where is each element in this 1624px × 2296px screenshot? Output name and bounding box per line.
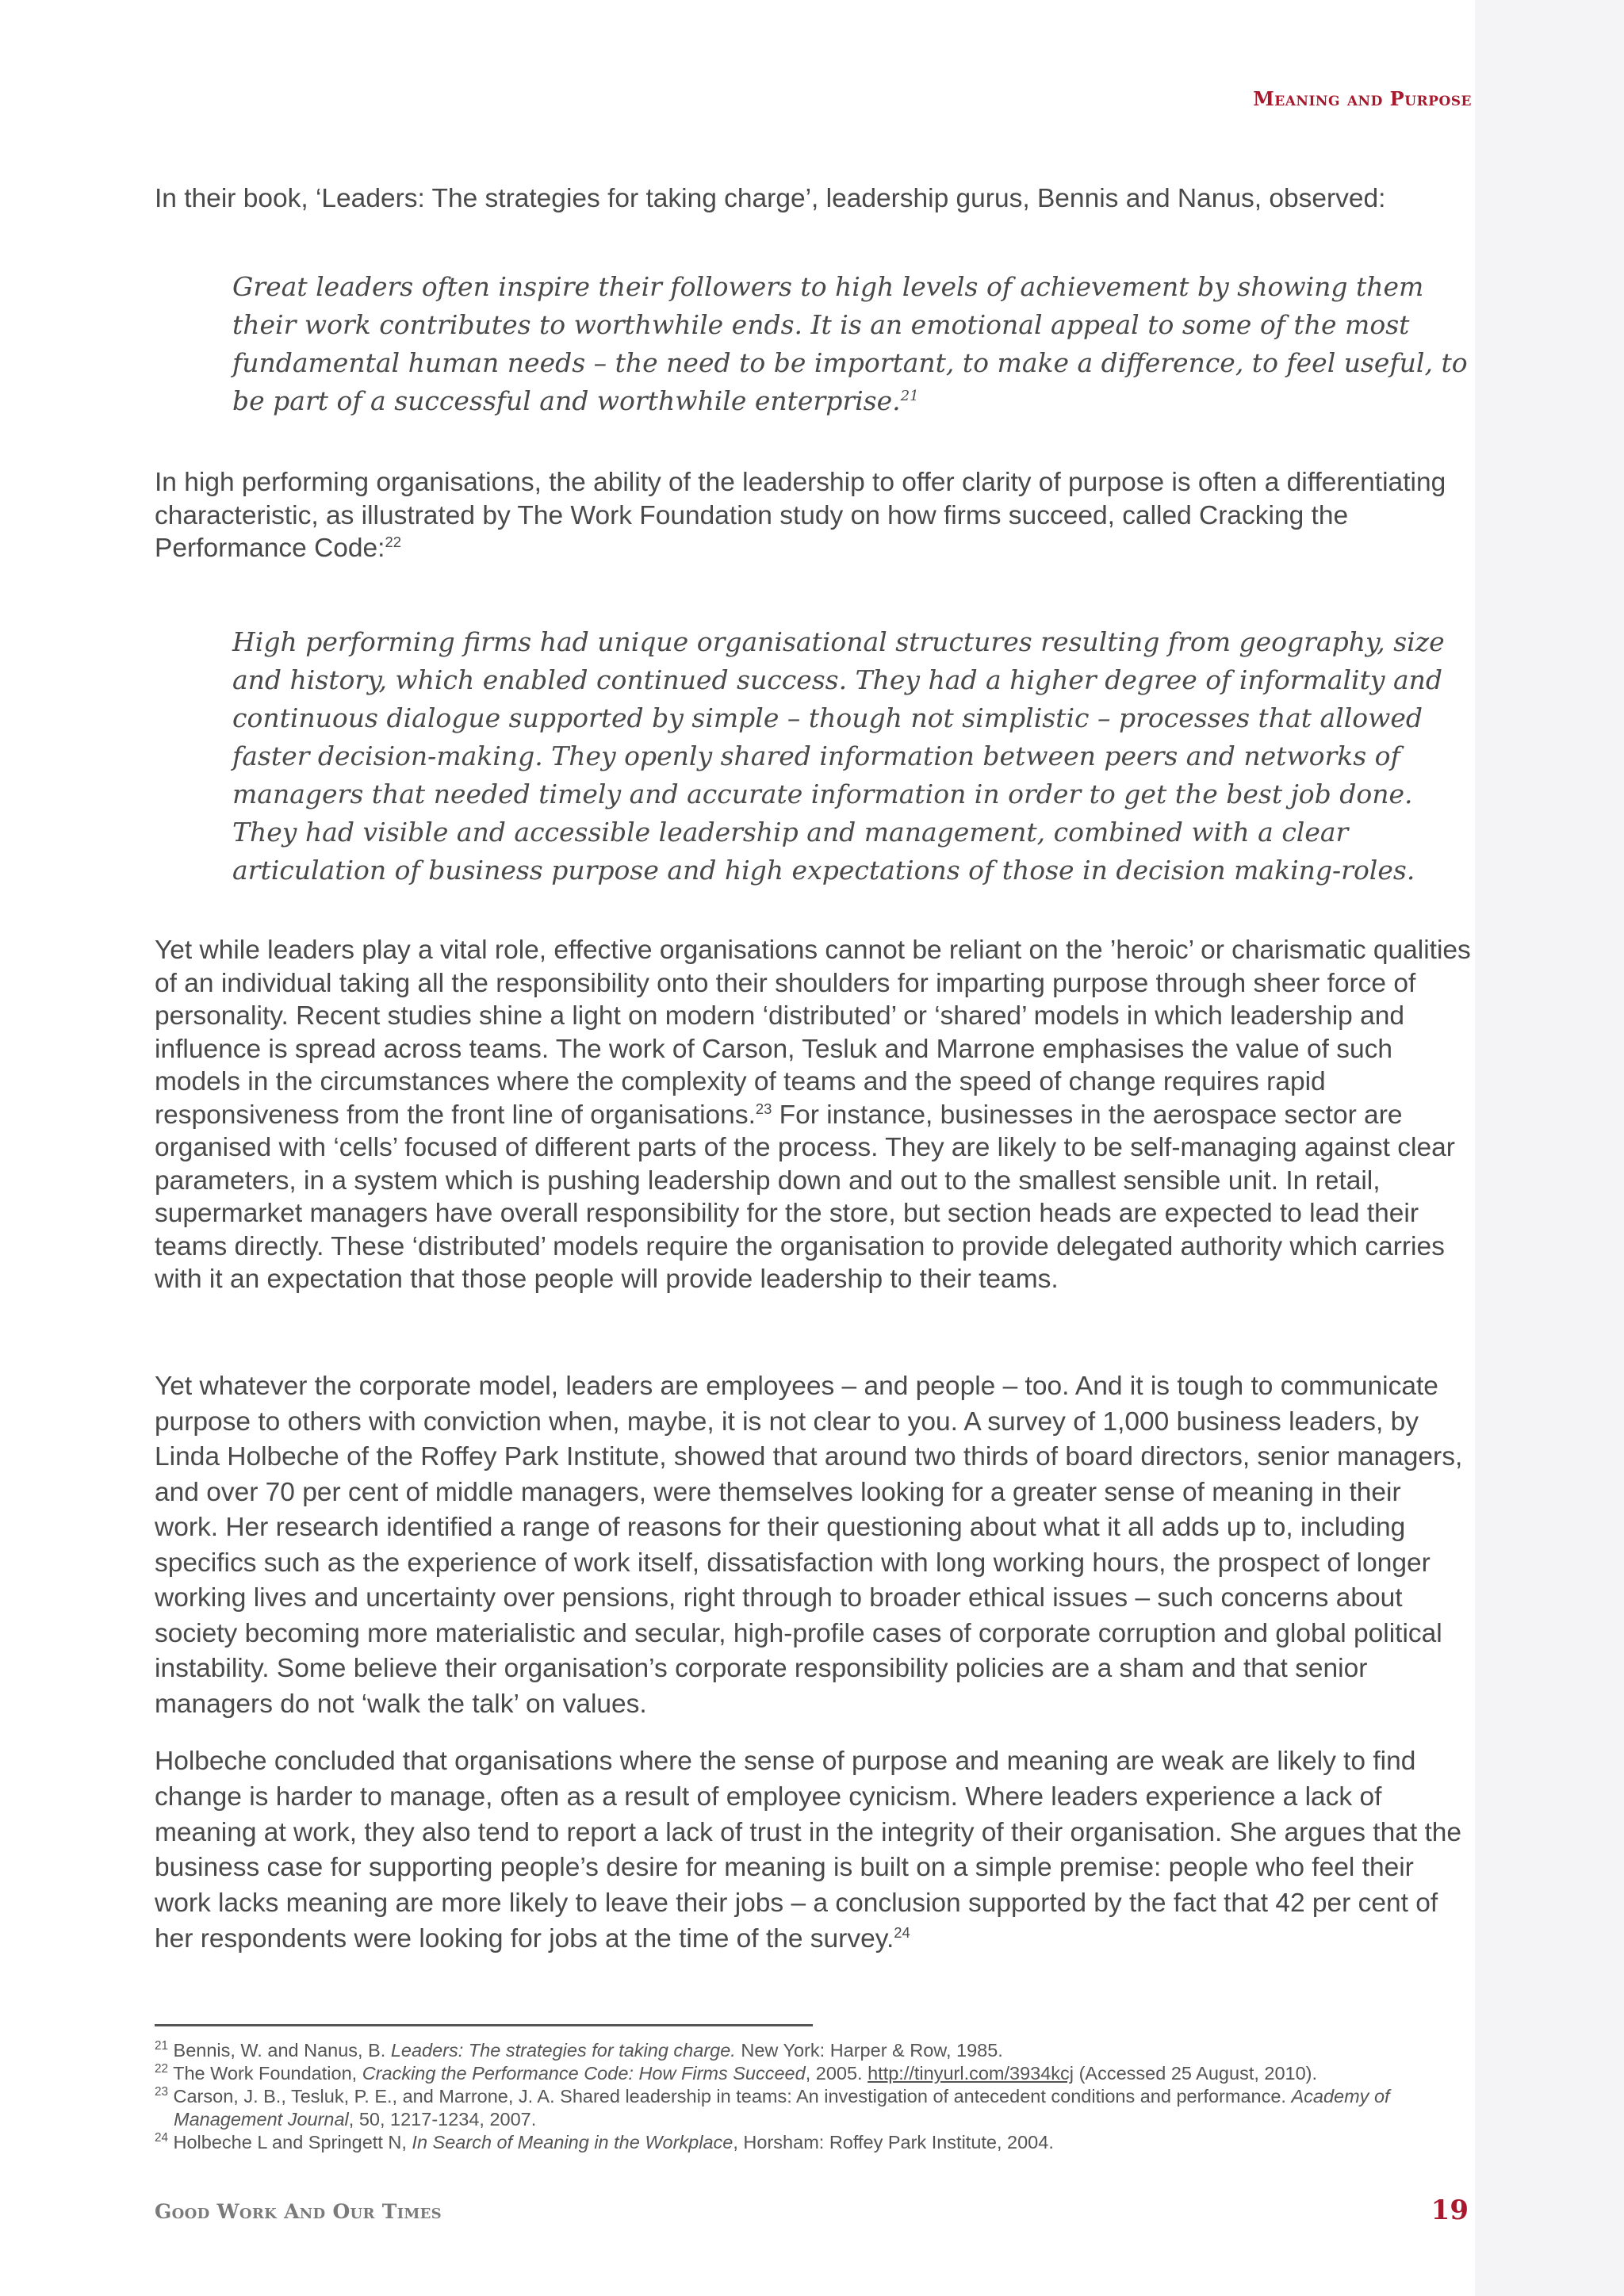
- running-header: Meaning and Purpose: [1253, 87, 1472, 110]
- paragraph-intro-text: In their book, ‘Leaders: The strategies for taking charge’, leadership gurus, Bennis and Nanus, observed:: [155, 184, 1386, 213]
- footnote-text: , Horsham: Roffey Park Institute, 2004.: [733, 2132, 1054, 2152]
- footnote-24: [155, 2131, 1471, 2154]
- footnote-22: [155, 2062, 1471, 2085]
- footnote-text: Carson, J. B., Tesluk, P. E., and Marrone, J. A. Shared leadership in teams: An investigation of antecedent conditions and performance.: [173, 2086, 1292, 2107]
- paragraph-text-continued: For instance, businesses in the aerospace sector are organised with ‘cells’ focused of different parts of the process. They are likely to be self-managing against clear parameters, in a system which is pushing leadership down and out to the smallest sensible unit. In retail, supermarket managers have overall responsibility for the store, but section heads are expected to lead their teams directly. These ‘distributed’ models require the organisation to provide delegated authority which carries with it an expectation that those people will provide leadership to their teams.: [155, 1100, 1455, 1294]
- footnote-work-title: In Search of Meaning in the Workplace: [412, 2132, 733, 2152]
- footnote-divider: [155, 2024, 813, 2026]
- paragraph-text: Holbeche concluded that organisations where the sense of purpose and meaning are weak are likely to find change is harder to manage, often as a result of employee cynicism. Where leaders experience a lack of meaning at work, they also tend to report a lack of trust in the integrity of their organisation. She argues that the business case for supporting people’s desire for meaning is built on a simple premise: people who feel their work lacks meaning are more likely to leave their jobs – a conclusion supported by the fact that 42 per cent of her respondents were looking for jobs at the time of the survey.: [155, 1747, 1462, 1954]
- footnotes-section: [155, 2039, 1471, 2154]
- footnote-number: 22: [155, 2062, 168, 2076]
- footnote-ref[interactable]: 24: [894, 1923, 910, 1941]
- footnote-work-title: Academy of Management Journal: [174, 2086, 1390, 2130]
- footnote-text: New York: Harper & Row, 1985.: [735, 2040, 1003, 2061]
- page-edge-margin: [1475, 0, 1624, 2296]
- paragraph-text: Yet whatever the corporate model, leaders are employees – and people – too. And it is tough to communicate purpose to others with conviction when, maybe, it is not clear to you. A survey of 1,000 business leaders, by Linda Holbeche of the Roffey Park Institute, showed that around two thirds of board directors, senior managers, and over 70 per cent of middle managers, were themselves looking for a greater sense of meaning in their work. Her research identified a range of reasons for their questioning about what it all adds up to, including specifics such as the experience of work itself, dissatisfaction with long working hours, the prospect of longer working lives and uncertainty over pensions, right through to broader ethical issues – such concerns about society becoming more materialistic and secular, high-profile cases of corporate corruption and global political instability. Some believe their organisation’s corporate responsibility policies are a sham and that senior managers do not ‘walk the talk’ on values.: [155, 1372, 1463, 1719]
- footnote-work-title: Cracking the Performance Code: How Firms Succeed: [362, 2063, 806, 2084]
- page-number: 19: [1431, 2195, 1469, 2226]
- paragraph-holbeche-conclusion: [155, 1744, 1471, 1957]
- footnote-text: Bennis, W. and Nanus, B.: [173, 2040, 391, 2061]
- footnote-text: (Accessed 25 August, 2010).: [1074, 2063, 1318, 2084]
- paragraph-text: Yet while leaders play a vital role, effective organisations cannot be reliant on the ’heroic’ or charismatic qualities of an individual taking all the responsibility onto their shoulders for imparting purpose through sheer force of personality. Recent studies shine a light on modern ‘distributed’ or ‘shared’ models in which leadership and influence is spread across teams. The work of Carson, Tesluk and Marrone emphasises the value of such models in the circumstances where the complexity of teams and the speed of change requires rapid responsiveness from the front line of organisations.: [155, 936, 1471, 1130]
- footnote-ref[interactable]: 23: [755, 1100, 772, 1117]
- paragraph-holbeche-survey: [155, 1369, 1471, 1722]
- paragraph-intro: [155, 182, 1471, 216]
- footnote-21: [155, 2039, 1471, 2062]
- paragraph-text: In high performing organisations, the ability of the leadership to offer clarity of purpose is often a differentiating characteristic, as illustrated by The Work Foundation study on how firms succeed, called Cracking the Performance Code:: [155, 468, 1446, 563]
- block-quote-work-foundation: [232, 623, 1476, 890]
- footnote-text: The Work Foundation,: [173, 2063, 362, 2084]
- footnote-link[interactable]: http://tinyurl.com/3934kcj: [868, 2063, 1074, 2084]
- footnote-ref[interactable]: 22: [385, 533, 401, 550]
- quote-text: High performing firms had unique organisational structures resulting from geography, size and history, which enabled continued success. They had a higher degree of informality and continuous dialogue supported by simple – though not simplistic – processes that allowed faster decision-making. They openly shared information between peers and networks of managers that needed timely and accurate information in order to get the best job done. They had visible and accessible leadership and management, combined with a clear articulation of business purpose and high expectations of those in decision making-roles.: [232, 626, 1445, 886]
- footnote-work-title: Leaders: The strategies for taking charge.: [390, 2040, 736, 2061]
- footnote-text: Holbeche L and Springett N,: [173, 2132, 412, 2152]
- footnote-23: [155, 2085, 1471, 2131]
- footnote-text: , 2005.: [805, 2063, 868, 2084]
- footnote-number: 23: [155, 2085, 168, 2099]
- running-footer-title: Good Work And Our Times: [155, 2200, 442, 2223]
- footnote-ref[interactable]: 21: [900, 388, 919, 404]
- footnote-text: , 50, 1217-1234, 2007.: [348, 2109, 537, 2130]
- block-quote-bennis-nanus: [232, 268, 1476, 420]
- footnote-number: 24: [155, 2131, 168, 2145]
- paragraph-distributed-leadership: [155, 934, 1471, 1296]
- paragraph-performance-code: [155, 466, 1471, 565]
- quote-text: Great leaders often inspire their followers to high levels of achievement by showing them their work contributes to worthwhile ends. It is an emotional appeal to some of the most fundamental human needs – the need to be important, to make a difference, to feel useful, to be part of a successful and worthwhile enterprise.: [232, 271, 1468, 416]
- footnote-number: 21: [155, 2039, 168, 2053]
